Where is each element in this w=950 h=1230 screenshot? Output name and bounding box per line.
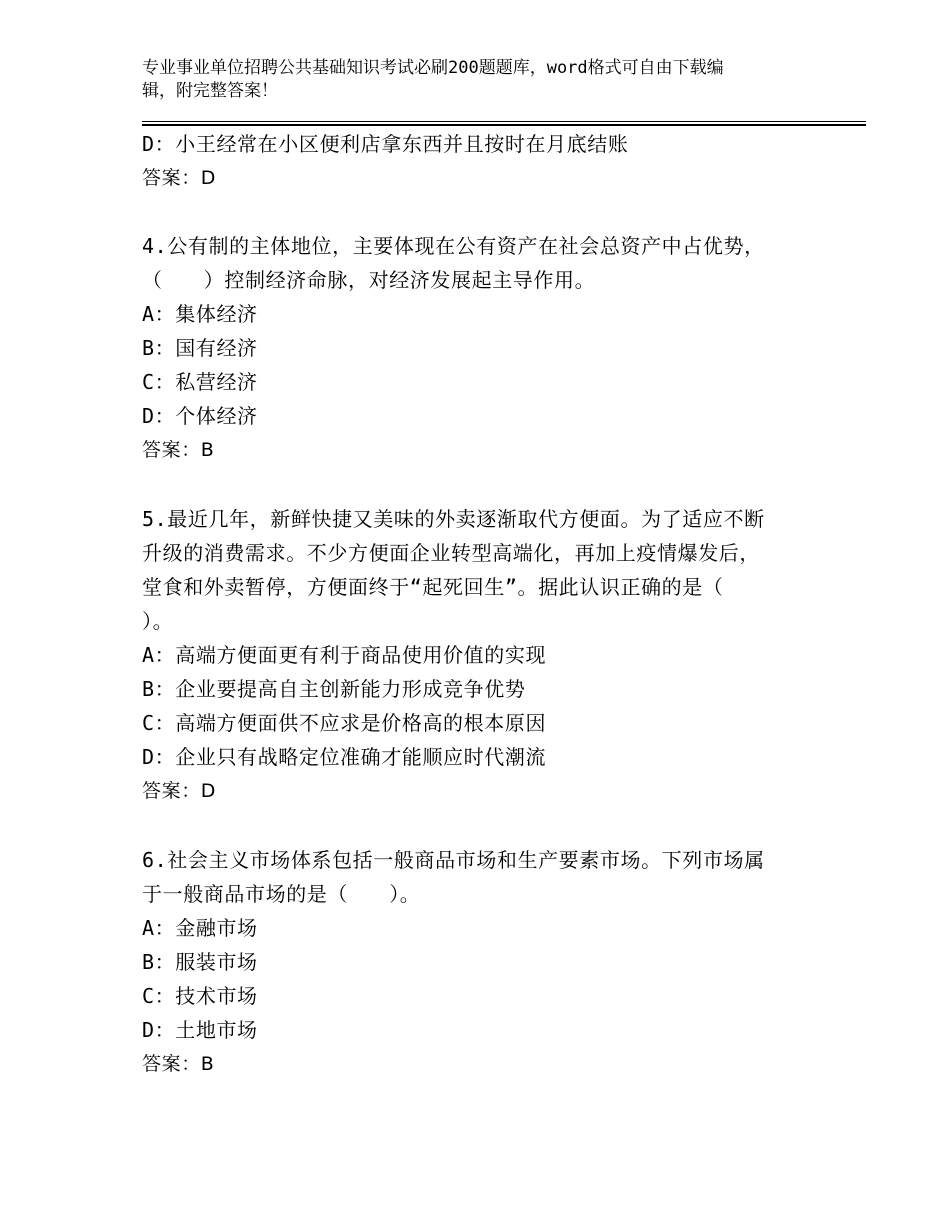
q5-option-b: B：企业要提高自主创新能力形成竞争优势 bbox=[142, 677, 526, 701]
q3-answer: 答案：D bbox=[142, 167, 217, 189]
q6-stem-line-1: 6.社会主义市场体系包括一般商品市场和生产要素市场。下列市场属 bbox=[142, 848, 765, 872]
q6-stem-line-2: 于一般商品市场的是（ ）。 bbox=[142, 882, 421, 906]
q4-stem-line-1: 4.公有制的主体地位，主要体现在公有资产在社会总资产中占优势， bbox=[142, 234, 765, 258]
q5-option-c: C：高端方便面供不应求是价格高的根本原因 bbox=[142, 711, 547, 735]
q5-answer: 答案：D bbox=[142, 780, 217, 802]
q5-option-a: A：高端方便面更有利于商品使用价值的实现 bbox=[142, 643, 547, 667]
q6-option-a: A：金融市场 bbox=[142, 916, 258, 940]
q6-option-c: C：技术市场 bbox=[142, 984, 258, 1008]
q5-option-d: D：企业只有战略定位准确才能顺应时代潮流 bbox=[142, 745, 547, 769]
q5-stem-line-4: ）。 bbox=[142, 609, 174, 633]
q4-option-a: A：集体经济 bbox=[142, 302, 258, 326]
q4-option-d: D：个体经济 bbox=[142, 404, 258, 428]
document-header bbox=[142, 57, 832, 103]
q4-option-c: C：私营经济 bbox=[142, 370, 258, 394]
q5-stem-line-3: 堂食和外卖暂停，方便面终于“起死回生”。据此认识正确的是（ bbox=[142, 575, 724, 599]
q6-option-d: D：土地市场 bbox=[142, 1018, 258, 1042]
q4-answer: 答案：B bbox=[142, 439, 215, 461]
q6-option-b: B：服装市场 bbox=[142, 950, 258, 974]
q5-stem-line-1: 5.最近几年，新鲜快捷又美味的外卖逐渐取代方便面。为了适应不断 bbox=[142, 507, 765, 531]
q3-option-d: D：小王经常在小区便利店拿东西并且按时在月底结账 bbox=[142, 132, 629, 156]
q5-stem-line-2: 升级的消费需求。不少方便面企业转型高端化，再加上疫情爆发后， bbox=[142, 541, 760, 565]
header-line-1: 专业事业单位招聘公共基础知识考试必刷200题题库，word格式可自由下载编 bbox=[142, 58, 724, 78]
q4-option-b: B：国有经济 bbox=[142, 336, 258, 360]
header-divider bbox=[142, 121, 866, 126]
q4-stem-line-2: （ ）控制经济命脉，对经济发展起主导作用。 bbox=[142, 268, 596, 292]
header-line-2: 辑，附完整答案！ bbox=[142, 81, 278, 101]
q6-answer: 答案：B bbox=[142, 1053, 215, 1075]
